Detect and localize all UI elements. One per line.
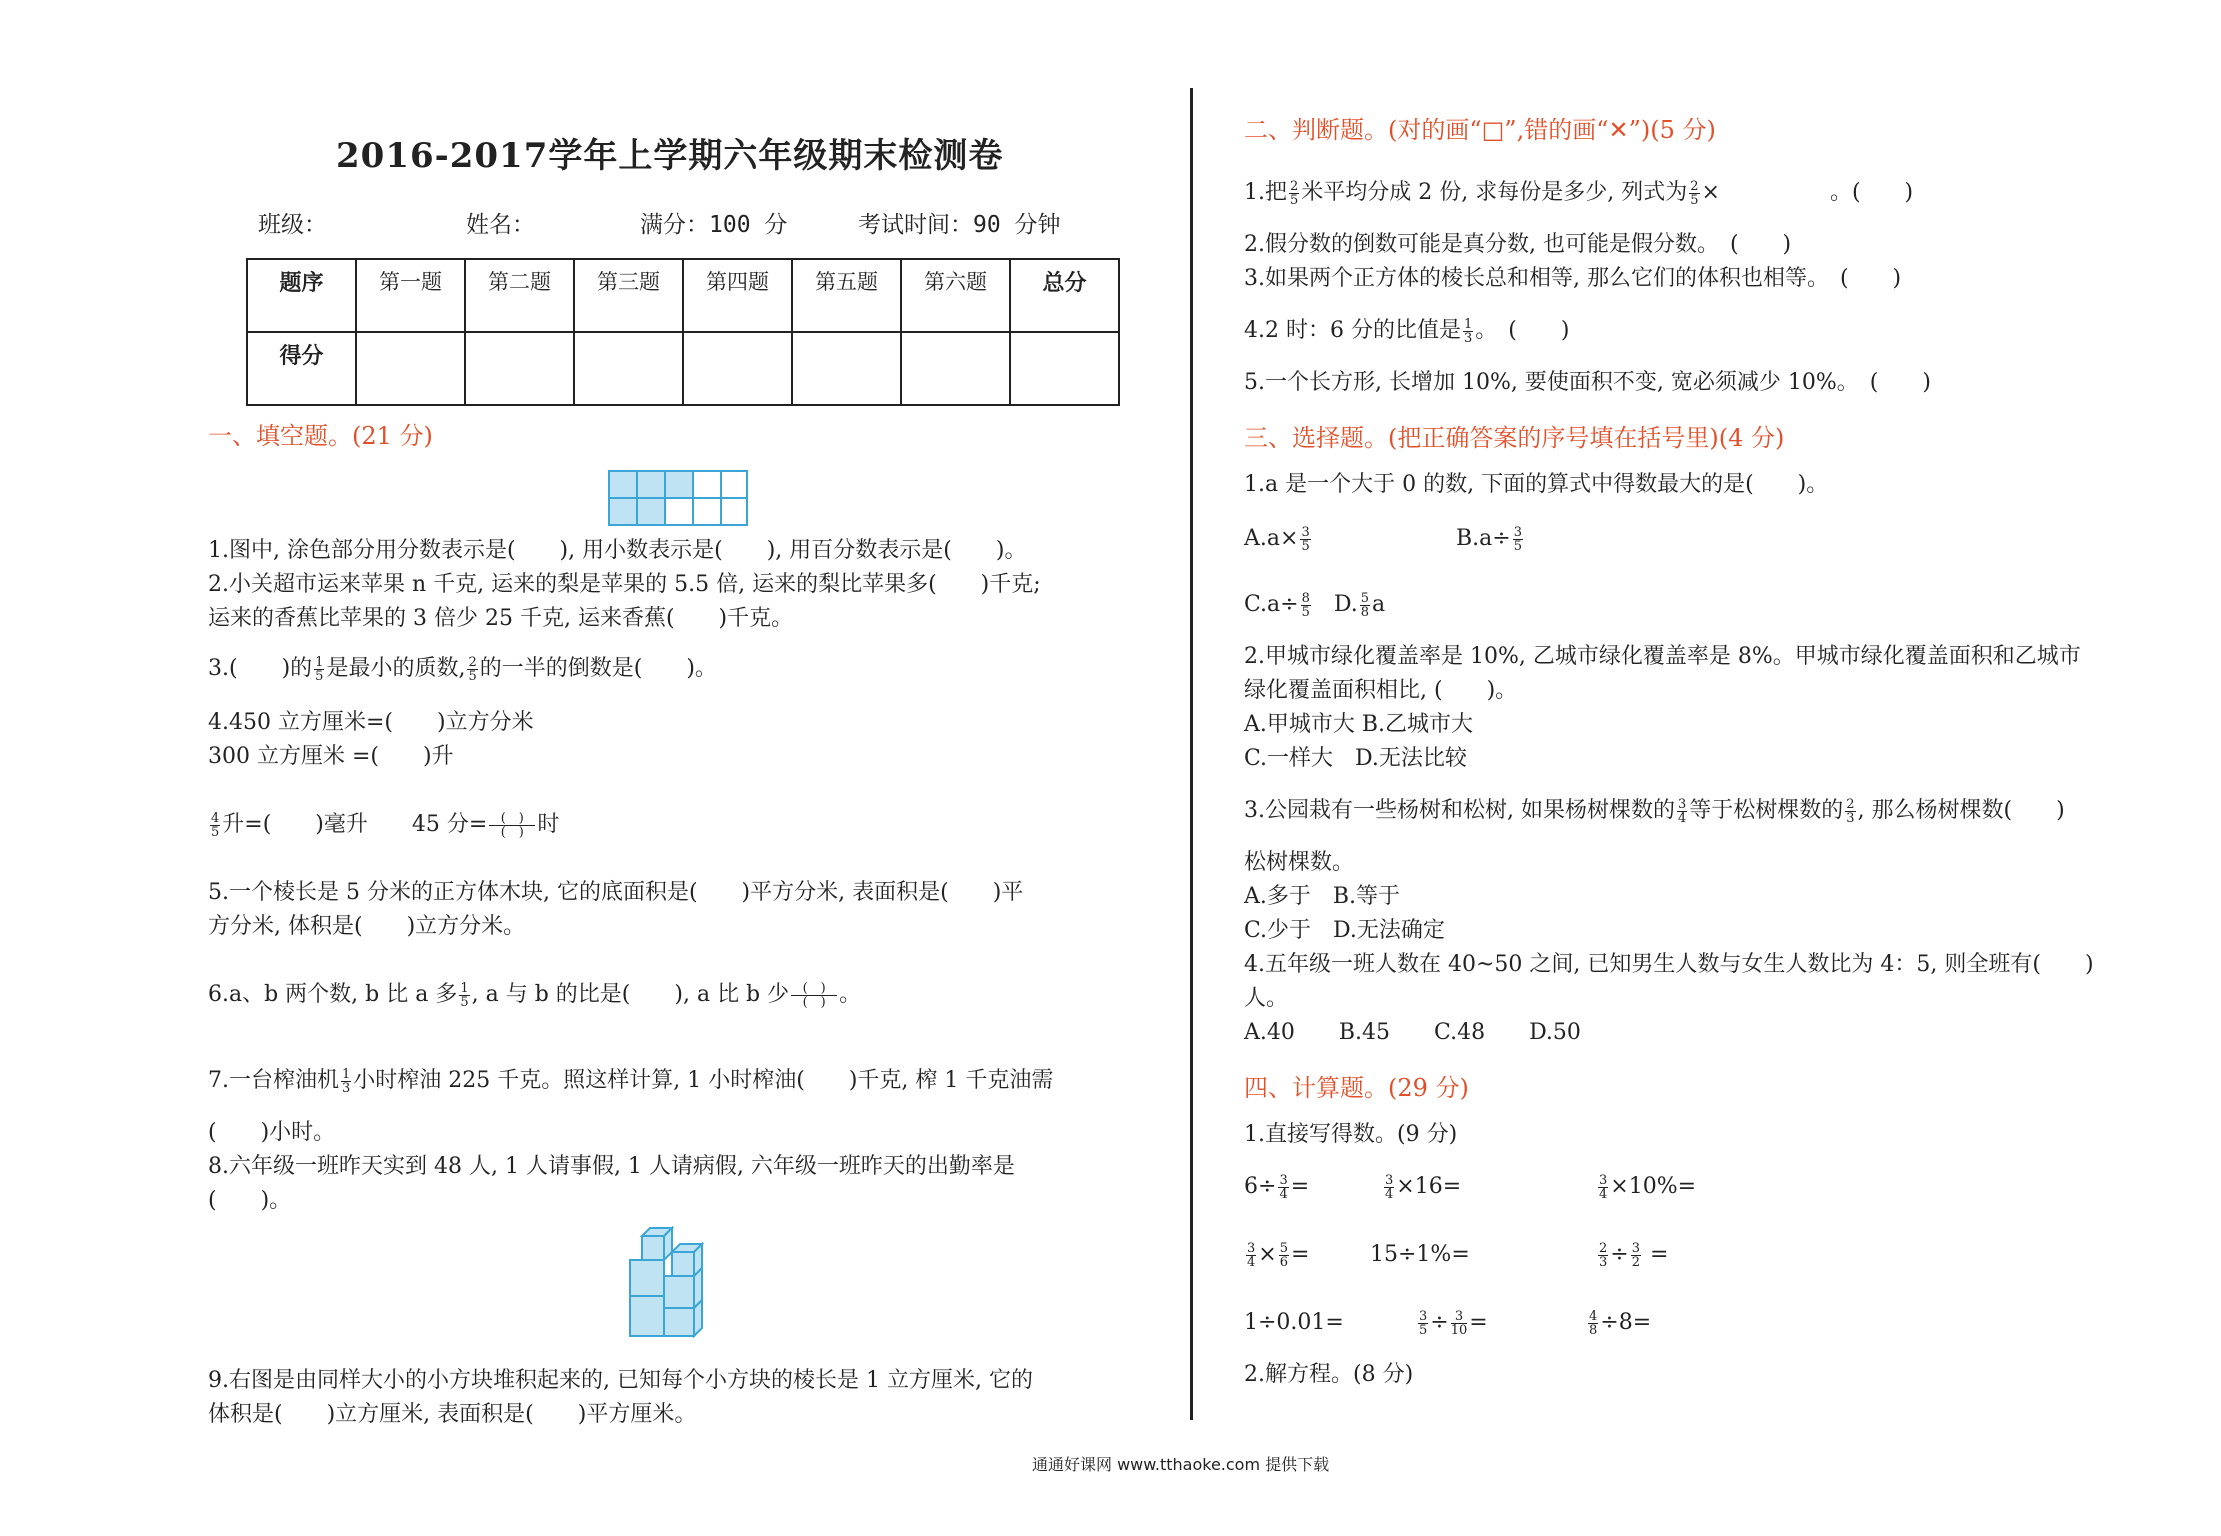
cube-stack-figure bbox=[628, 1226, 724, 1340]
choice-4-line2: 人。 bbox=[1244, 986, 1289, 1011]
choice-4-line1: 4.五年级一班人数在 40~50 之间, 已知男生人数与女生人数比为 4：5, 则全班有( ) bbox=[1244, 952, 2094, 977]
question-9-line1: 9.右图是由同样大小的小方块堆积起来的, 已知每个小方块的棱长是 1 立方厘米, 它的 bbox=[208, 1368, 1033, 1393]
question-9-line2: 体积是( )立方厘米, 表面积是( )平方厘米。 bbox=[208, 1402, 697, 1427]
question-3: 3.( )的 $\frac{1}{5}$ 是最小的质数, $\frac{2}{5}$ 的一半的倒数是( )。 bbox=[208, 654, 717, 684]
fraction: $\frac{4}{8}$ bbox=[1589, 1308, 1598, 1338]
exam-time: 考试时间：90 分钟 bbox=[858, 212, 1061, 238]
question-7-line1: 7.一台榨油机 $\frac{1}{3}$ 小时榨油 225 千克。照这样计算, 1 小时榨油( )千克, 榨 1 千克油需 bbox=[208, 1066, 1054, 1096]
choice-1: 1.a 是一个大于 0 的数, 下面的算式中得数最大的是( )。 bbox=[1244, 472, 1829, 497]
fraction: $\frac{3}{4}$ bbox=[1599, 1172, 1608, 1202]
score-cell[interactable] bbox=[1010, 332, 1119, 405]
fraction: $\frac{8}{5}$ bbox=[1301, 590, 1310, 620]
question-5-line1: 5.一个棱长是 5 分米的正方体木块, 它的底面积是( )平方分米, 表面积是( )平 bbox=[208, 880, 1024, 905]
score-cell[interactable] bbox=[465, 332, 574, 405]
fraction: $\frac{3}{4}$ bbox=[1247, 1240, 1256, 1270]
fraction: $\frac{4}{5}$ bbox=[211, 810, 220, 840]
score-row-label: 得分 bbox=[247, 332, 356, 405]
fraction: $\frac{1}{3}$ bbox=[1463, 316, 1473, 346]
question-4-line2: 300 立方厘米 =( )升 bbox=[208, 744, 454, 769]
header-cell: 第二题 bbox=[465, 259, 574, 332]
expr-8: $\frac{3}{5}$ ÷ $\frac{3}{10}$ = bbox=[1419, 1308, 1488, 1338]
question-2-line2: 运来的香蕉比苹果的 3 倍少 25 千克, 运来香蕉( )千克。 bbox=[208, 606, 794, 631]
header-cell: 题序 bbox=[247, 259, 356, 332]
choice-2-line2: 绿化覆盖面积相比, ( )。 bbox=[1244, 678, 1518, 703]
fraction: $\frac{3}{4}$ bbox=[1385, 1172, 1394, 1202]
class-label: 班级： bbox=[258, 212, 327, 238]
calc-part-1: 1.直接写得数。(9 分) bbox=[1244, 1122, 1458, 1147]
score-cell[interactable] bbox=[683, 332, 792, 405]
fraction: $\frac{5}{8}$ bbox=[1360, 590, 1369, 620]
score-table bbox=[246, 258, 1120, 406]
header-cell: 第六题 bbox=[901, 259, 1010, 332]
header-cell: 第三题 bbox=[574, 259, 683, 332]
column-divider bbox=[1190, 88, 1193, 1420]
choice-2-options-ab: A.甲城市大 B.乙城市大 bbox=[1244, 712, 1474, 737]
score-cell[interactable] bbox=[792, 332, 901, 405]
fraction: $\frac{2}{5}$ bbox=[1290, 178, 1299, 208]
header-cell: 总分 bbox=[1010, 259, 1119, 332]
score-cell[interactable] bbox=[356, 332, 465, 405]
shaded-grid-figure bbox=[608, 470, 748, 526]
blank-fraction: $\frac{( )}{( )}$ bbox=[791, 982, 837, 1009]
blank-fraction: $\frac{( )}{( )}$ bbox=[489, 812, 535, 839]
judge-4: 4.2 时：6 分的比值是 $\frac{1}{3}$ 。 ( ) bbox=[1244, 316, 1570, 346]
expr-4: $\frac{3}{4}$ × $\frac{5}{6}$ = bbox=[1247, 1240, 1310, 1270]
judge-2: 2.假分数的倒数可能是真分数, 也可能是假分数。 ( ) bbox=[1244, 232, 1792, 257]
expr-3: $\frac{3}{4}$ ×10%= bbox=[1599, 1172, 1697, 1202]
expr-6: $\frac{2}{3}$ ÷ $\frac{3}{2}$ = bbox=[1599, 1240, 1669, 1270]
fraction: $\frac{2}{3}$ bbox=[1846, 796, 1855, 826]
fraction: $\frac{2}{5}$ bbox=[468, 654, 477, 684]
name-label: 姓名： bbox=[466, 212, 535, 238]
choice-2-line1: 2.甲城市绿化覆盖率是 10%, 乙城市绿化覆盖率是 8%。甲城市绿化覆盖面积和乙城市 bbox=[1244, 644, 2081, 669]
choice-3-options-ab: A.多于 B.等于 bbox=[1244, 884, 1401, 909]
score-cell[interactable] bbox=[901, 332, 1010, 405]
section-fill-blank: 一、填空题。(21 分) bbox=[208, 422, 433, 450]
choice-1-option-a: A.a× $\frac{3}{5}$ bbox=[1244, 524, 1310, 554]
fraction: $\frac{3}{10}$ bbox=[1450, 1308, 1468, 1338]
full-score: 满分：100 分 bbox=[640, 212, 788, 238]
fraction: $\frac{3}{4}$ bbox=[1677, 796, 1687, 826]
expr-5: 15÷1%= bbox=[1370, 1242, 1470, 1267]
expr-7: 1÷0.01= bbox=[1244, 1310, 1344, 1335]
choice-1-options-cd: C.a÷ $\frac{8}{5}$ D. $\frac{5}{8}$ a bbox=[1244, 590, 1386, 620]
question-2-line1: 2.小关超市运来苹果 n 千克, 运来的梨是苹果的 5.5 倍, 运来的梨比苹果多( )千克; bbox=[208, 572, 1041, 597]
question-8-line2: ( )。 bbox=[208, 1188, 292, 1213]
question-6: 6.a、b 两个数, b 比 a 多 $\frac{1}{5}$ , a 与 b 的比是( ), a 比 b 少 $\frac{( )}{( )}$ 。 bbox=[208, 980, 862, 1010]
fraction: $\frac{1}{5}$ bbox=[315, 654, 324, 684]
calc-part-2: 2.解方程。(8 分) bbox=[1244, 1362, 1414, 1387]
section-true-false: 二、判断题。(对的画“□”,错的画“✕”)(5 分) bbox=[1244, 116, 1716, 144]
choice-4-options: A.40 B.45 C.48 D.50 bbox=[1244, 1020, 1581, 1045]
fraction: $\frac{3}{5}$ bbox=[1301, 524, 1310, 554]
choice-3-options-cd: C.少于 D.无法确定 bbox=[1244, 918, 1445, 943]
fraction: $\frac{3}{5}$ bbox=[1513, 524, 1522, 554]
fraction: $\frac{1}{5}$ bbox=[460, 980, 469, 1010]
fraction: $\frac{3}{4}$ bbox=[1279, 1172, 1288, 1202]
choice-3-line1: 3.公园栽有一些杨树和松树, 如果杨树棵数的 $\frac{3}{4}$ 等于松树棵数的 $\frac{2}{3}$ , 那么杨树棵数( ) bbox=[1244, 796, 2065, 826]
footer-credit: 通通好课网 www.tthaoke.com 提供下载 bbox=[1032, 1455, 1330, 1474]
choice-2-options-cd: C.一样大 D.无法比较 bbox=[1244, 746, 1467, 771]
header-cell: 第五题 bbox=[792, 259, 901, 332]
question-4-line1: 4.450 立方厘米=( )立方分米 bbox=[208, 710, 534, 735]
score-cell[interactable] bbox=[574, 332, 683, 405]
question-8-line1: 8.六年级一班昨天实到 48 人, 1 人请事假, 1 人请病假, 六年级一班昨天的出勤率是 bbox=[208, 1154, 1015, 1179]
judge-1: 1.把 $\frac{2}{5}$ 米平均分成 2 份, 求每份是多少, 列式为 $\frac{2}{5}$ × 。( ) bbox=[1244, 178, 1914, 208]
fraction: $\frac{2}{5}$ bbox=[1690, 178, 1699, 208]
expr-1: 6÷ $\frac{3}{4}$ = bbox=[1244, 1172, 1310, 1202]
choice-3-line2: 松树棵数。 bbox=[1244, 850, 1355, 875]
expr-2: $\frac{3}{4}$ ×16= bbox=[1385, 1172, 1462, 1202]
fraction: $\frac{1}{3}$ bbox=[342, 1066, 351, 1096]
question-4-line3: $\frac{4}{5}$ 升=( )毫升 45 分= $\frac{( )}{( )}$ 时 bbox=[211, 810, 560, 840]
question-5-line2: 方分米, 体积是( )立方分米。 bbox=[208, 914, 526, 939]
header-cell: 第四题 bbox=[683, 259, 792, 332]
header-cell: 第一题 bbox=[356, 259, 465, 332]
question-1: 1.图中, 涂色部分用分数表示是( ), 用小数表示是( ), 用百分数表示是( )。 bbox=[208, 538, 1027, 563]
section-calculation: 四、计算题。(29 分) bbox=[1244, 1074, 1469, 1102]
judge-5: 5.一个长方形, 长增加 10%, 要使面积不变, 宽必须减少 10%。 ( ) bbox=[1244, 370, 1931, 395]
judge-3: 3.如果两个正方体的棱长总和相等, 那么它们的体积也相等。 ( ) bbox=[1244, 266, 1902, 291]
question-7-line2: ( )小时。 bbox=[208, 1120, 336, 1145]
choice-1-option-b: B.a÷ $\frac{3}{5}$ bbox=[1456, 524, 1522, 554]
section-choice: 三、选择题。(把正确答案的序号填在括号里)(4 分) bbox=[1244, 424, 1785, 452]
expr-9: $\frac{4}{8}$ ÷8= bbox=[1589, 1308, 1652, 1338]
page-title: 2016-2017学年上学期六年级期末检测卷 bbox=[336, 136, 1004, 176]
fraction: $\frac{2}{3}$ bbox=[1599, 1240, 1608, 1270]
fraction: $\frac{3}{2}$ bbox=[1631, 1240, 1640, 1270]
fraction: $\frac{3}{5}$ bbox=[1419, 1308, 1428, 1338]
fraction: $\frac{5}{6}$ bbox=[1279, 1240, 1288, 1270]
